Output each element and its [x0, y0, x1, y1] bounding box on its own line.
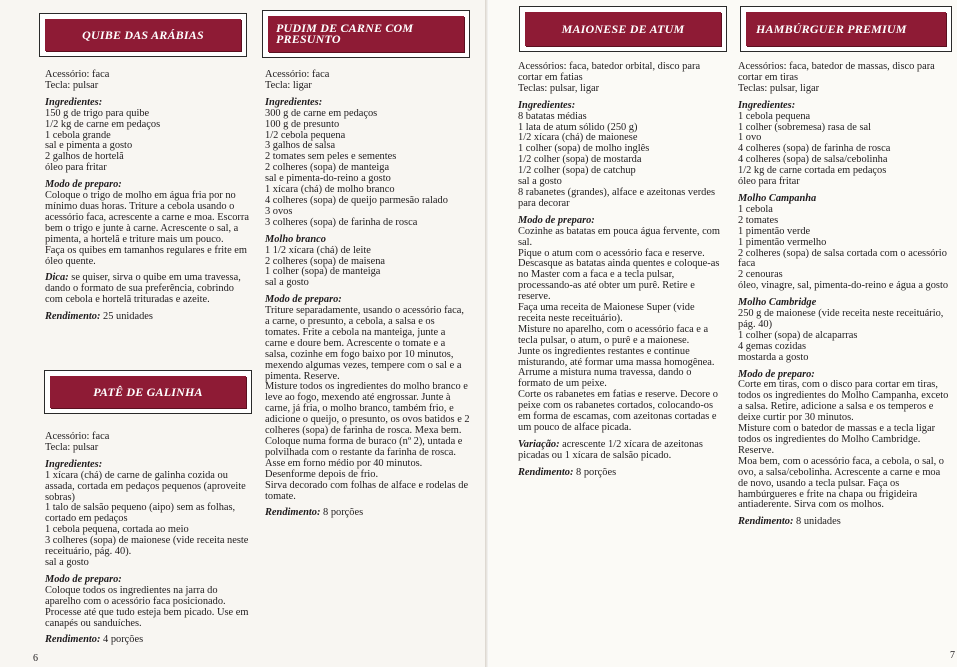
recipe-title-pate: PATÊ DE GALINHA: [50, 376, 246, 408]
cambridge-sauce-heading: Molho Cambridge: [738, 297, 817, 309]
method-hamburguer-1: Corte em tiras, com o disco para cortar em tiras, todos os ingredientes do Molho Campanha, exceto a salsa. Retire, adicione a salsa e os temperos e deixe curtir por 30 minutos.: [738, 379, 949, 424]
recipe-pudim: [265, 70, 470, 519]
page-number-left: 6: [33, 653, 38, 664]
accessories-pate: Acessório: faca Tecla: pulsar: [45, 431, 110, 453]
method-heading-hamburguer: Modo de preparo:: [738, 368, 815, 380]
recipe-title-maionese: MAIONESE DE ATUM: [525, 12, 721, 46]
yield-heading-maionese: Rendimento:: [518, 466, 574, 478]
method-maionese-4: Misture no aparelho, com o acessório faca e a tecla pulsar, o atum, o purê e a maionese.: [518, 323, 709, 346]
method-pudim-4: Sirva decorado com folhas de alface e rodelas de tomate.: [265, 479, 469, 502]
yield-heading-quibe: Rendimento:: [45, 311, 101, 323]
cambridge-sauce-ingredients: 250 g de maionese (vide receita neste receituário, pág. 40) 1 colher (sopa) de alcaparras 4 gemas cozidas mostarda a gosto: [738, 308, 944, 363]
page-gutter: [485, 0, 489, 667]
ingredients-heading-pate: Ingredientes:: [45, 458, 103, 470]
ingredients-maionese: 8 batatas médias 1 lata de atum sólido (250 g) 1/2 xícara (chá) de maionese 1 colher (sopa) de molho inglês 1/2 colher (sopa) de mostarda 1/2 colher (sopa) de catchup sal a gosto 8 rabanetes (grandes), alface e azeitonas verdes para decorar: [518, 110, 716, 209]
yield-pate: 4 porções: [100, 634, 144, 646]
method-maionese-3: Faça uma receita de Maionese Super (vide receita neste receituário).: [518, 302, 695, 324]
yield-maionese: 8 porções: [573, 466, 617, 478]
campanha-sauce-heading: Molho Campanha: [738, 192, 817, 204]
accessories-quibe: Acessório: faca Tecla: pulsar: [45, 69, 110, 91]
recipe-maionese: [518, 62, 723, 479]
method-hamburguer-2: Misture com o batedor de massas e a tecla ligar todos os ingredientes do Molho Cambridge. Reserve.: [738, 423, 936, 456]
ingredients-hamburguer: 1 cebola pequena 1 colher (sobremesa) rasa de sal 1 ovo 4 colheres (sopa) de farinha de rosca 4 colheres (sopa) de salsa/cebolinha 1/2 kg de carne cortada em pedaços óleo para fritar: [738, 110, 891, 188]
recipe-quibe: [45, 70, 252, 323]
title-box-pate: [44, 370, 252, 414]
yield-quibe: 25 unidades: [100, 311, 153, 323]
ingredients-quibe: 150 g de trigo para quibe 1/2 kg de carne em pedaços 1 cebola grande sal e pimenta a gosto 2 galhos de hortelã óleo para fritar: [45, 107, 161, 174]
method-pudim-2: Misture todos os ingredientes do molho branco e leve ao fogo, mexendo até engrossar. Junte à carne, já fria, o molho branco, também frio, e adicione o queijo, o presunto, os ovos batidos e 2 colheres (sopa) de farinha de rosca. Mexa bem. Coloque numa forma de buraco (nº 2), untada e polvilhada com o restante da farinha de rosca.: [265, 381, 470, 458]
white-sauce-heading: Molho branco: [265, 233, 326, 245]
yield-hamburguer: 8 unidades: [793, 516, 841, 528]
method-heading-pate: Modo de preparo:: [45, 573, 122, 585]
yield-heading-hamburguer: Rendimento:: [738, 516, 794, 528]
method-heading-maionese: Modo de preparo:: [518, 214, 595, 226]
method-maionese-5: Junte os ingredientes restantes e continue misturando, até formar uma massa homogênea. Arrume a mistura numa travessa, dando o formato de um peixe.: [518, 345, 715, 390]
yield-pudim: 8 porções: [320, 507, 364, 519]
method-maionese-6: Corte os rabanetes em fatias e reserve. Decore o peixe com os rabanetes cortados, colocando-os em forma de escamas, com azeitonas cortadas e um pouco de alface picada.: [518, 389, 718, 433]
method-heading-quibe: Modo de preparo:: [45, 179, 122, 191]
variation-maionese: acrescente 1/2 xícara de azeitonas picadas ou 1 xícara de salsão picado.: [518, 438, 703, 461]
ingredients-pate: 1 xícara (chá) de carne de galinha cozida ou assada, cortada em pedaços pequenos (aproveite sobras) 1 talo de salsão pequeno (aipo) sem as folhas, cortado em pedaços 1 cebola pequena, cortada ao meio 3 colheres (sopa) de maionese (vide receita neste receituário, pág. 40). sal a gosto: [45, 469, 249, 568]
ingredients-pudim: 300 g de carne em pedaços 100 g de presunto 1/2 cebola pequena 3 galhos de salsa 2 tomates sem peles e sementes 2 colheres (sopa) de manteiga sal e pimenta-do-reino a gosto 1 xícara (chá) de molho branco 4 colheres (sopa) de queijo parmesão ralado 3 ovos 3 colheres (sopa) de farinha de rosca: [265, 107, 448, 228]
method-pate: Coloque todos os ingredientes na jarra do aparelho com o acessório faca posicionado. Processe até que tudo esteja bem picado. Use em canapés ou sanduíches.: [45, 584, 249, 629]
recipe-pate: [45, 432, 252, 646]
page-number-right: 7: [950, 650, 955, 661]
method-maionese-1: Cozinhe as batatas em pouca água fervente, com sal.: [518, 225, 720, 248]
method-heading-pudim: Modo de preparo:: [265, 294, 342, 306]
method-quibe-2: Faça os quibes em tamanhos regulares e frite em óleo quente.: [45, 244, 247, 267]
variation-heading-maionese: Variação:: [518, 438, 560, 450]
recipe-hamburguer: [738, 62, 950, 528]
title-box-quibe: [39, 13, 247, 57]
method-maionese-2: Pique o atum com o acessório faca e reserve. Descasque as batatas ainda quentes e coloque-as no Master com a faca e a tecla pulsar, processando-as até obter um purê. Retire e reserve.: [518, 247, 720, 303]
method-pudim-1: Triture separadamente, usando o acessório faca, a carne, o presunto, a cebola, a salsa e os tomates. Frite a cebola na manteiga, junte a carne e doure bem. Acrescente o tomate e a salsa, cozinhe em fogo baixo por 10 minutos, mexendo algumas vezes, tempere com o sal e a pimenta. Reserve.: [265, 305, 464, 382]
white-sauce-ingredients: 1 1/2 xícara (chá) de leite 2 colheres (sopa) de maisena 1 colher (sopa) de manteiga sal a gosto: [265, 244, 386, 289]
ingredients-heading-maionese: Ingredientes:: [518, 99, 576, 111]
title-box-maionese: [519, 6, 727, 52]
campanha-sauce-ingredients: 1 cebola 2 tomates 1 pimentão verde 1 pimentão vermelho 2 colheres (sopa) de salsa cortada com o acessório faca 2 cenouras óleo, vinagre, sal, pimenta-do-reino e água a gosto: [738, 203, 949, 292]
recipe-title-pudim: PUDIM DE CARNE COM PRESUNTO: [268, 16, 464, 52]
ingredients-heading-pudim: Ingredientes:: [265, 96, 323, 108]
method-quibe-1: Coloque o trigo de molho em água fria por no mínimo duas horas. Triture a cebola usando o acessório faca, acrescente a carne e moa. Escorra bem o trigo e junte à carne. Acrescente o sal, a pimenta, a hortelã e triture mais um pouco.: [45, 190, 249, 245]
method-pudim-3: Asse em forno médio por 40 minutos. Desenforme depois de frio.: [265, 457, 423, 480]
accessories-maionese: Acessórios: faca, batedor orbital, disco para cortar em fatias Teclas: pulsar, ligar: [518, 61, 701, 94]
method-hamburguer-3: Moa bem, com o acessório faca, a cebola, o sal, o ovo, a salsa/cebolinha. Acrescente a carne e moa de novo, usando a tecla pulsar. Faça os hambúrgueres e frite na chapa ou frigideira antiaderente. Sirva com os molhos.: [738, 455, 945, 511]
accessories-pudim: Acessório: faca Tecla: ligar: [265, 69, 330, 91]
tip-heading-quibe: Dica:: [45, 272, 69, 284]
yield-heading-pate: Rendimento:: [45, 634, 101, 646]
title-box-pudim: [262, 10, 470, 58]
tip-quibe: se quiser, sirva o quibe em uma travessa, dando o formato de sua preferência, cobrindo com cebola e hortelã trituradas e azeite.: [45, 272, 241, 306]
ingredients-heading-quibe: Ingredientes:: [45, 96, 103, 108]
recipe-title-quibe: QUIBE DAS ARÁBIAS: [45, 19, 241, 51]
accessories-hamburguer: Acessórios: faca, batedor de massas, disco para cortar em tiras Teclas: pulsar, ligar: [738, 61, 935, 94]
ingredients-heading-hamburguer: Ingredientes:: [738, 99, 796, 111]
recipe-title-hamburguer: HAMBÚRGUER PREMIUM: [746, 12, 946, 46]
title-box-hamburguer: [740, 6, 952, 52]
yield-heading-pudim: Rendimento:: [265, 507, 321, 519]
